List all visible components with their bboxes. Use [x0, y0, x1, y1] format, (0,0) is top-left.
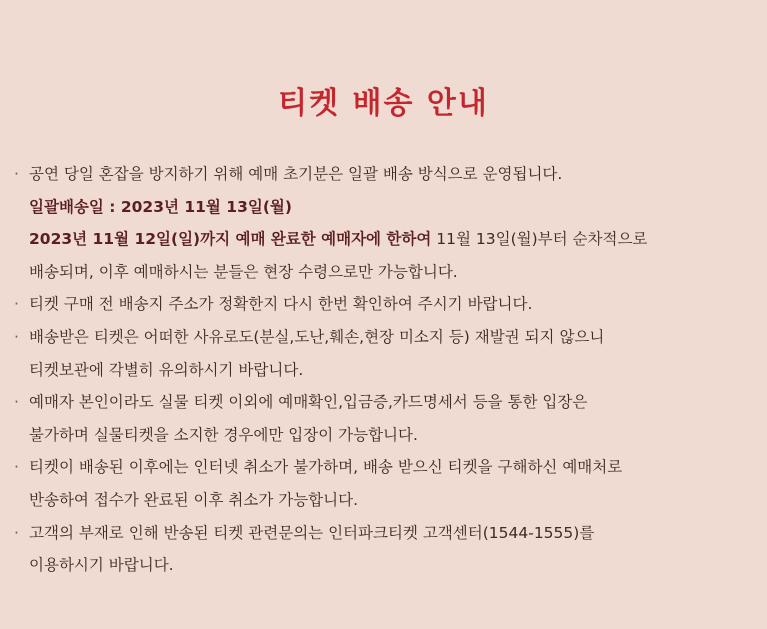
cutoff-detail: 11월 13일(월)부터 순차적으로 [431, 230, 648, 249]
bullet: · [14, 327, 19, 346]
bullet: · [14, 458, 19, 477]
notice-text: 공연 당일 혼잡을 방지하기 위해 예매 초기분은 일괄 배송 방식으로 운영됩니다. [29, 165, 563, 183]
bullet: · [14, 295, 19, 314]
list-item-continuation [14, 354, 754, 387]
page-title: 티켓 배송 안내 [278, 86, 489, 121]
notice-text: 배송받은 티켓은 어떠한 사유로도(분실,도난,훼손,현장 미소지 등) 재발권 되지 않으니 [29, 327, 605, 346]
list-item [14, 288, 754, 321]
notice-text: 고객의 부재로 인해 반송된 티켓 관련문의는 인터파크티켓 고객센터(1544-1555)를 [29, 523, 595, 542]
list-item [14, 321, 754, 354]
notice-text: 배송되며, 이후 예매하시는 분들은 현장 수령으로만 가능합니다. [29, 262, 458, 281]
bullet: · [14, 393, 19, 412]
list-item-continuation [14, 419, 754, 452]
cutoff-condition: 2023년 11월 12일(일)까지 예매 완료한 예매자에 한하여 [29, 230, 432, 249]
notice-text: 티켓보관에 각별히 유의하시기 바랍니다. [29, 360, 304, 379]
bullet: · [14, 165, 19, 183]
list-item-continuation [14, 549, 754, 582]
list-item [14, 386, 754, 419]
notice-text: 티켓 구매 전 배송지 주소가 정확한지 다시 한번 확인하여 주시기 바랍니다. [29, 295, 533, 314]
list-item [14, 517, 754, 550]
notice-text: 예매자 본인이라도 실물 티켓 이외에 예매확인,입금증,카드명세서 등을 통한 입장은 [29, 393, 588, 412]
notice-list [14, 158, 754, 582]
cutoff-line [14, 223, 754, 256]
bullet: · [14, 523, 19, 542]
list-item [14, 158, 754, 191]
notice-text: 불가하며 실물티켓을 소지한 경우에만 입장이 가능합니다. [29, 425, 418, 444]
notice-text: 반송하여 접수가 완료된 이후 취소가 가능합니다. [29, 490, 359, 509]
notice-text: 티켓이 배송된 이후에는 인터넷 취소가 불가하며, 배송 받으신 티켓을 구해하신 예매처로 [29, 458, 623, 477]
delivery-date-line [14, 191, 754, 224]
list-item-continuation [14, 256, 754, 289]
list-item [14, 451, 754, 484]
delivery-date: 일괄배송일 : 2023년 11월 13일(월) [29, 197, 292, 216]
list-item-continuation [14, 484, 754, 517]
notice-text: 이용하시기 바랍니다. [29, 556, 174, 575]
